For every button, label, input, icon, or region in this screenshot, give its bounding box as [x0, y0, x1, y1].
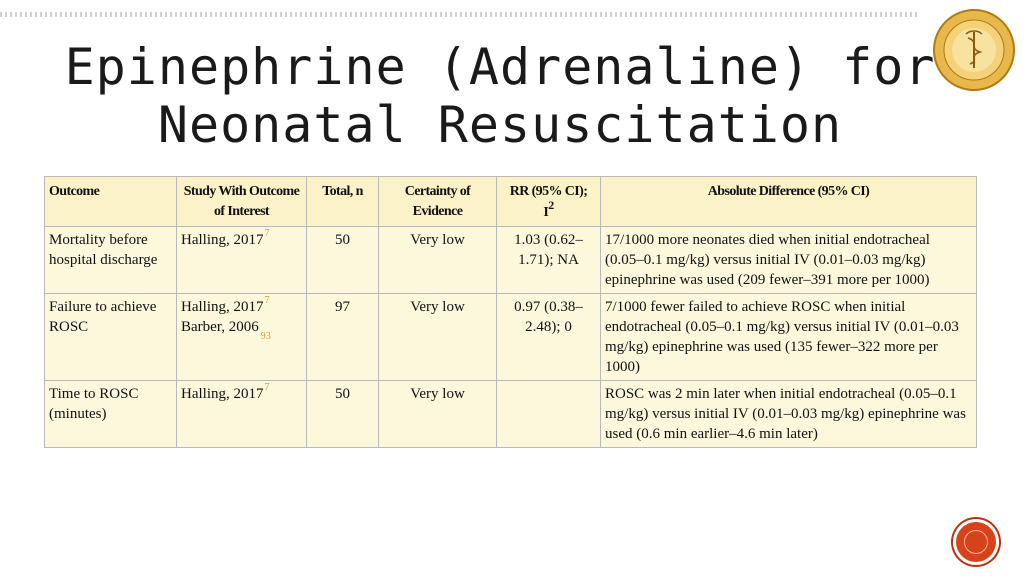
- cell-total: 97: [307, 294, 379, 381]
- cell-outcome: Mortality before hospital discharge: [45, 227, 177, 294]
- cell-total: 50: [307, 227, 379, 294]
- cell-absolute: ROSC was 2 min later when initial endotracheal (0.05–0.1 mg/kg) versus initial IV (0.01–0.03 mg/kg) epinephrine was used (0.6 min earlier–4.6 min later): [601, 381, 977, 448]
- reference-link[interactable]: 7: [264, 295, 270, 306]
- cell-outcome: Failure to achieve ROSC: [45, 294, 177, 381]
- cell-total: 50: [307, 381, 379, 448]
- header-rr-prefix: RR (95% CI);: [509, 184, 588, 199]
- cell-absolute: 17/1000 more neonates died when initial endotracheal (0.05–0.1 mg/kg) versus initial IV (0.01–0.03 mg/kg) epinephrine was used (209 fewer–391 more per 1000): [601, 227, 977, 294]
- slide-nav-button[interactable]: [956, 522, 996, 562]
- header-rr: [497, 177, 601, 227]
- study-name: Halling, 2017: [181, 386, 264, 402]
- header-study: Study With Outcome of Interest: [177, 177, 307, 227]
- cell-absolute: 7/1000 fewer failed to achieve ROSC when initial endotracheal (0.05–0.1 mg/kg) versus initial IV (0.01–0.03 mg/kg) epinephrine was used (135 fewer–322 more per 1000): [601, 294, 977, 381]
- reference-link[interactable]: 7: [264, 228, 270, 239]
- outcomes-table: [44, 176, 977, 448]
- cell-rr: [497, 381, 601, 448]
- cell-certainty: Very low: [379, 227, 497, 294]
- cell-certainty: Very low: [379, 294, 497, 381]
- study-name-2: Barber, 2006: [181, 319, 259, 335]
- header-rr-i: I: [543, 205, 549, 220]
- header-certainty: Certainty of Evidence: [379, 177, 497, 227]
- header-outcome: Outcome: [45, 177, 177, 227]
- table-row: [45, 294, 977, 381]
- cell-outcome: Time to ROSC (minutes): [45, 381, 177, 448]
- cell-rr: 1.03 (0.62–1.71); NA: [497, 227, 601, 294]
- nav-button-ring-icon: [964, 530, 988, 554]
- cell-certainty: Very low: [379, 381, 497, 448]
- study-name: Halling, 2017: [181, 299, 264, 315]
- cell-study: [177, 381, 307, 448]
- table-row: [45, 227, 977, 294]
- header-absolute: Absolute Difference (95% CI): [601, 177, 977, 227]
- institute-seal-logo: [932, 8, 1016, 92]
- cell-rr: 0.97 (0.38–2.48); 0: [497, 294, 601, 381]
- header-total: Total, n: [307, 177, 379, 227]
- slide-title-line-1: Epinephrine (Adrenaline) for: [64, 38, 936, 96]
- slide-title: [60, 38, 940, 154]
- table-row: [45, 381, 977, 448]
- slide-title-line-2: Neonatal Resuscitation: [157, 96, 843, 154]
- decorative-dotted-bar: [0, 12, 920, 17]
- cell-study: [177, 294, 307, 381]
- header-rr-sup: 2: [548, 198, 554, 212]
- study-name: Halling, 2017: [181, 232, 264, 248]
- reference-link[interactable]: 7: [264, 382, 270, 393]
- reference-link-2[interactable]: 93: [260, 331, 271, 342]
- cell-study: [177, 227, 307, 294]
- table-header-row: [45, 177, 977, 227]
